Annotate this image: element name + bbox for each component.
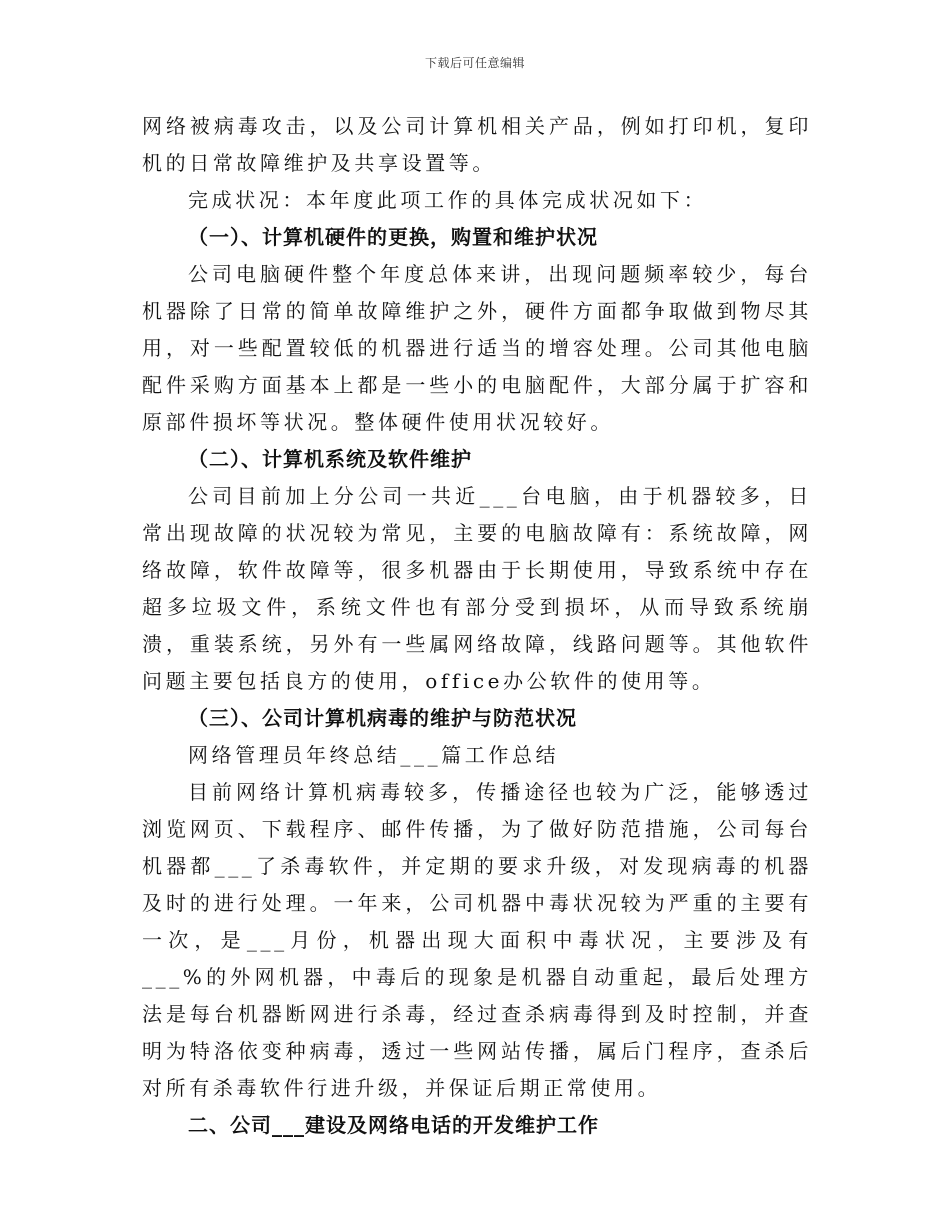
heading-virus: （三）、公司计算机病毒的维护与防范状况 — [188, 706, 577, 730]
paragraph-virus: 目前网络计算机病毒较多，传播途径也较为广泛，能够透过浏览网页、下载程序、邮件传播，为了做好防范措施，公司每台机器都___了杀毒软件，并定期的要求升级，对发现病毒的机器及时的进行处理。一年来，公司机器中毒状况较为严重的主要有一次，是___月份，机器出现大面积中毒状况，主要涉及有___%的外网机器，中毒后的现象是机器自动重起，最后处理方法是每台机器断网进行杀毒，经过查杀病毒得到及时控制，并查明为特洛依变种病毒，透过一些网站传播，属后门程序，查杀后对所有杀毒软件行进升级，并保证后期正常使用。 — [142, 780, 812, 1100]
heading-software: （二）、计算机系统及软件维护 — [188, 447, 472, 471]
paragraph-intro: 网络被病毒攻击，以及公司计算机相关产品，例如打印机，复印机的日常故障维护及共享设置等。 — [142, 114, 812, 175]
paragraph-software: 公司目前加上分公司一共近___台电脑，由于机器较多，日常出现故障的状况较为常见，主要的电脑故障有：系统故障，网络故障，软件故障等，很多机器由于长期使用，导致系统中存在超多垃圾文件，系统文件也有部分受到损坏，从而导致系统崩溃，重装系统，另外有一些属网络故障，线路问题等。其他软件问题主要包括良方的使用，office办公软件的使用等。 — [142, 484, 812, 693]
heading-section-two: 二、公司___建设及网络电话的开发维护工作 — [188, 1113, 599, 1137]
document-body — [142, 108, 812, 1144]
heading-hardware: （一）、计算机硬件的更换，购置和维护状况 — [188, 225, 598, 249]
paragraph-completion-status: 完成状况：本年度此项工作的具体完成状况如下： — [188, 188, 708, 212]
paragraph-hardware: 公司电脑硬件整个年度总体来讲，出现问题频率较少，每台机器除了日常的简单故障维护之外，硬件方面都争取做到物尽其用，对一些配置较低的机器进行适当的增容处理。公司其他电脑配件采购方面基本上都是一些小的电脑配件，大部分属于扩容和原部件损坏等状况。整体硬件使用状况较好。 — [142, 262, 812, 434]
paragraph-summary-title: 网络管理员年终总结___篇工作总结 — [188, 743, 560, 767]
header-note: 下载后可任意编辑 — [424, 56, 525, 70]
